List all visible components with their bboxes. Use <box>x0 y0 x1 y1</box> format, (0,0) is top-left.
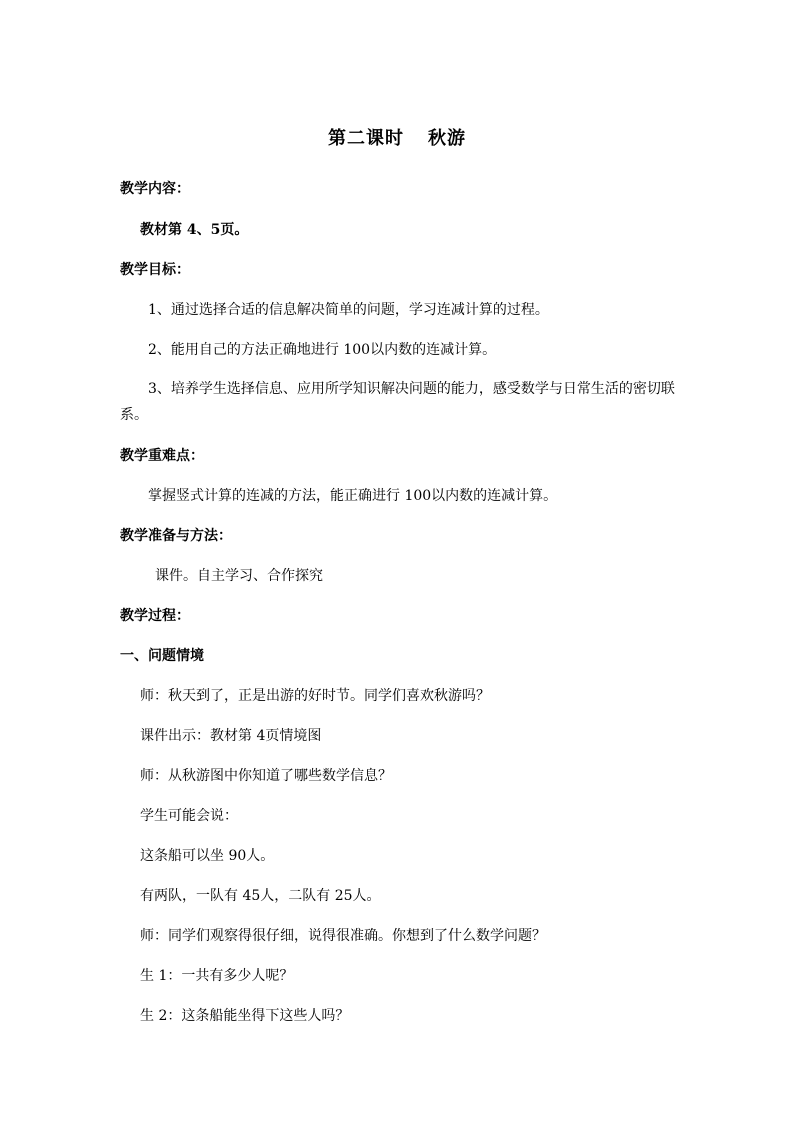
dialogue-line: 这条船可以坐 90人。 <box>140 848 275 864</box>
preparation-heading: 教学准备与方法： <box>120 528 232 544</box>
preparation-text: 课件。自主学习、合作探究 <box>155 568 323 584</box>
lesson-title-part2: 秋游 <box>428 128 466 149</box>
key-points-text: 掌握竖式计算的连减的方法，能正确进行 100以内数的连减计算。 <box>148 488 558 504</box>
process-heading: 教学过程： <box>120 608 190 624</box>
lesson-title-part1: 第二课时 <box>328 128 404 149</box>
dialogue-line: 有两队，一队有 45人，二队有 25人。 <box>140 888 381 904</box>
dialogue-line: 师：同学们观察得很仔细，说得很准确。你想到了什么数学问题？ <box>140 928 546 944</box>
lesson-title <box>0 124 794 150</box>
dialogue-line: 师：从秋游图中你知道了哪些数学信息？ <box>140 768 392 784</box>
goals-heading: 教学目标： <box>120 262 190 278</box>
dialogue-line: 学生可能会说： <box>140 808 238 824</box>
step-1-heading: 一、问题情境 <box>120 648 204 664</box>
content-text: 教材第 4、5页。 <box>140 222 249 238</box>
goal-3: 3、培养学生选择信息、应用所学知识解决问题的能力，感受数学与日常生活的密切联系。 <box>120 381 675 423</box>
goal-1: 1、通过选择合适的信息解决简单的问题，学习连减计算的过程。 <box>148 302 549 318</box>
dialogue-line: 师：秋天到了，正是出游的好时节。同学们喜欢秋游吗？ <box>140 688 490 704</box>
key-points-heading: 教学重难点： <box>120 448 204 464</box>
goal-2: 2、能用自己的方法正确地进行 100以内数的连减计算。 <box>148 342 497 358</box>
dialogue-line: 生 1：一共有多少人呢？ <box>140 968 294 984</box>
dialogue-line: 课件出示：教材第 4页情境图 <box>140 728 322 744</box>
content-heading: 教学内容： <box>120 181 190 197</box>
dialogue-line: 生 2：这条船能坐得下这些人吗？ <box>140 1008 350 1024</box>
